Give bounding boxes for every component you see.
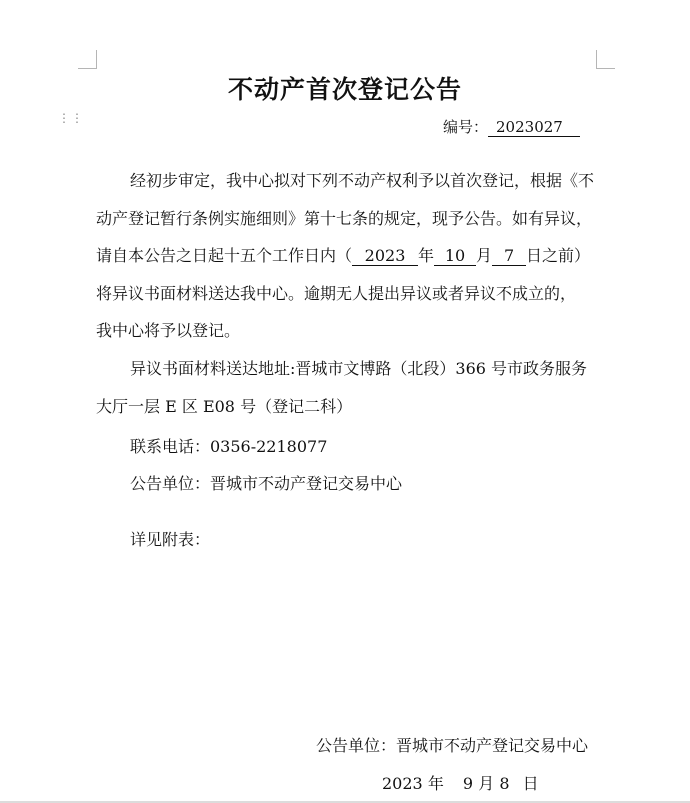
page-corner-mark-top-right <box>596 50 615 69</box>
footer-date <box>382 771 539 794</box>
document-number <box>443 116 580 137</box>
address-line-1: 异议书面材料送达地址:晋城市文博路（北段）366 号市政务服务 <box>130 359 588 378</box>
document-title: 不动产首次登记公告 <box>227 75 462 104</box>
body-line-1: 经初步审定，我中心拟对下列不动产权利予以首次登记，根据《不 <box>130 171 595 190</box>
year-char: 年 <box>418 246 435 265</box>
footer-issuer: 公告单位：晋城市不动产登记交易中心 <box>316 736 589 755</box>
page-corner-mark-top-left <box>78 50 97 69</box>
number-label: 编号： <box>443 118 489 136</box>
issuer-line: 公告单位：晋城市不动产登记交易中心 <box>130 474 403 493</box>
table-move-handle-icon[interactable]: ⋮⋮ <box>58 111 84 125</box>
month-char: 月 <box>476 246 493 265</box>
deadline-year: 2023 <box>352 247 418 266</box>
footer-month: 9 <box>462 774 474 793</box>
footer-year-char: 年 <box>427 774 444 793</box>
address-paragraph <box>96 350 596 425</box>
footer-day: 8 <box>499 774 510 793</box>
footer-month-char: 月 <box>478 774 495 793</box>
body-line-3 <box>96 237 596 275</box>
deadline-month: 10 <box>434 247 476 266</box>
body-line-5: 我中心将予以登记。 <box>96 321 241 340</box>
footer-year: 2023 <box>382 774 423 793</box>
footer-day-char: 日 <box>522 774 539 793</box>
body-line-2: 动产登记暂行条例实施细则》第十七条的规定，现予公告。如有异议， <box>96 208 593 228</box>
attachment-line: 详见附表： <box>130 530 211 549</box>
body-line-3-prefix: 请自本公告之日起十五个工作日内（ <box>96 246 353 265</box>
body-line-3-suffix: 日之前） <box>526 246 591 265</box>
body-line-4: 将异议书面材料送达我中心。逾期无人提出异议或者异议不成立的， <box>96 283 577 303</box>
contact-phone: 联系电话：0356-2218077 <box>130 437 328 456</box>
number-value: 2023027 <box>488 119 580 137</box>
body-paragraph <box>96 162 596 350</box>
deadline-day: 7 <box>492 247 526 266</box>
address-line-2: 大厅一层 E 区 E08 号（登记二科） <box>96 396 353 416</box>
